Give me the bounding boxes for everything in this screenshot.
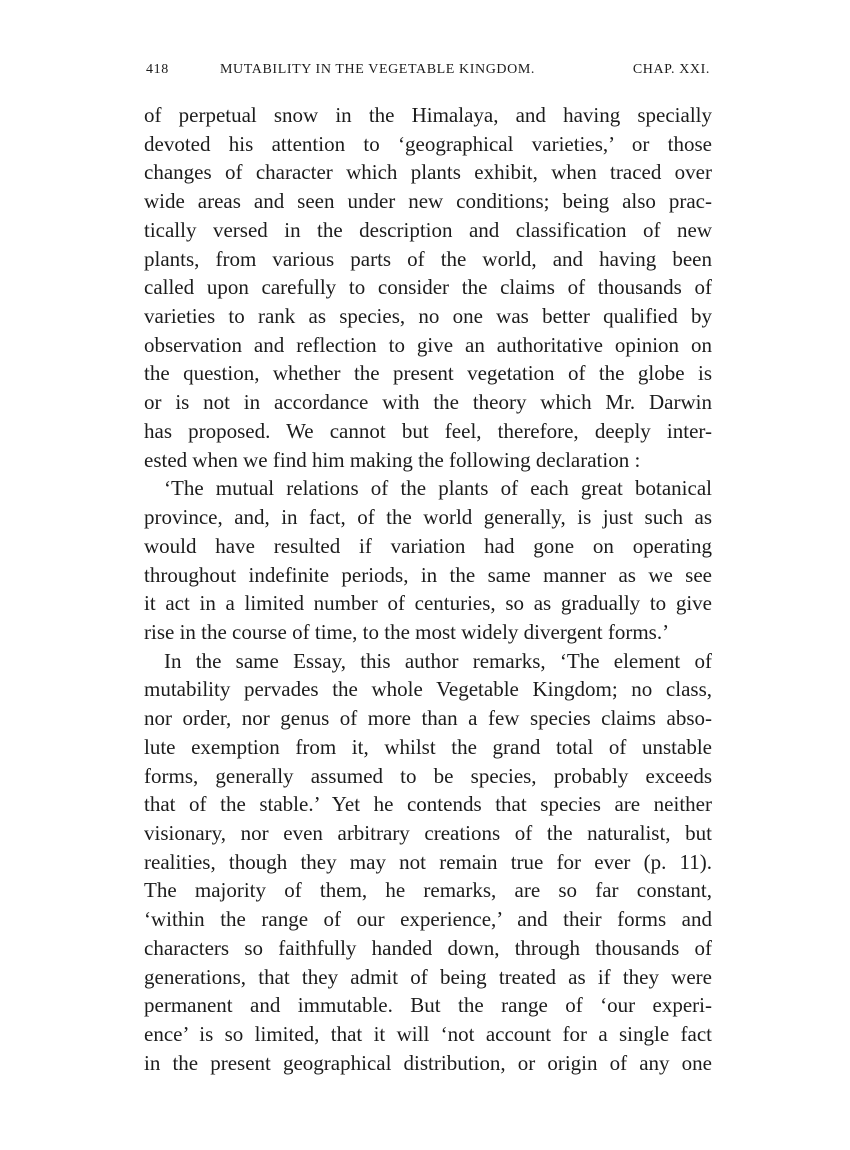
text-line: the question, whether the present vegetation of the globe is: [144, 361, 712, 386]
running-head: [146, 62, 710, 86]
text-line: tically versed in the description and classification of new: [144, 217, 712, 242]
text-line: changes of character which plants exhibit, when traced over: [144, 160, 712, 185]
body-text: [144, 101, 712, 1077]
text-line: of perpetual snow in the Himalaya, and having specially: [144, 103, 712, 127]
quotation-line: rise in the course of time, to the most widely divergent forms.’: [144, 619, 670, 644]
text-line: in the present geographical distribution, or origin of any one: [144, 1050, 712, 1075]
text-line: lute exemption from it, whilst the grand total of unstable: [144, 734, 712, 759]
text-line: varieties to rank as species, no one was better qualified by: [144, 304, 712, 329]
quotation-line: would have resulted if variation had gone on operating: [144, 533, 712, 558]
text-line: plants, from various parts of the world, and having been: [144, 246, 712, 271]
text-line: nor order, nor genus of more than a few species claims abso-: [144, 706, 712, 731]
text-line: wide areas and seen under new conditions; being also prac-: [144, 189, 712, 214]
text-line: The majority of them, he remarks, are so far constant,: [144, 878, 712, 903]
text-line: that of the stable.’ Yet he contends that species are neither: [144, 792, 712, 817]
text-line: permanent and immutable. But the range of ‘our experi-: [144, 993, 712, 1018]
chapter-reference: CHAP. XXI.: [632, 62, 710, 77]
running-title: MUTABILITY IN THE VEGETABLE KINGDOM.: [220, 62, 536, 77]
text-line: generations, that they admit of being treated as if they were: [144, 964, 712, 989]
text-line: called upon carefully to consider the claims of thousands of: [144, 275, 712, 300]
text-line: observation and reflection to give an authoritative opinion on: [144, 332, 712, 357]
quotation-line: province, and, in fact, of the world generally, is just such as: [144, 505, 712, 530]
text-line: forms, generally assumed to be species, probably exceeds: [144, 763, 712, 788]
quotation-line: it act in a limited number of centuries, so as gradually to give: [144, 591, 712, 616]
quotation-line: ‘The mutual relations of the plants of each great botanical: [164, 476, 712, 501]
text-line: ence’ is so limited, that it will ‘not account for a single fact: [144, 1022, 712, 1046]
page-number: 418: [146, 62, 169, 77]
text-line: realities, though they may not remain true for ever (p. 11).: [144, 849, 712, 874]
text-line: has proposed. We cannot but feel, therefore, deeply inter-: [144, 418, 712, 443]
text-line: or is not in accordance with the theory which Mr. Darwin: [144, 390, 712, 415]
text-line: mutability pervades the whole Vegetable Kingdom; no class,: [144, 677, 712, 702]
text-line: devoted his attention to ‘geographical varieties,’ or those: [144, 131, 712, 156]
text-line: visionary, nor even arbitrary creations of the naturalist, but: [144, 820, 712, 845]
text-line: ested when we find him making the following declaration :: [144, 447, 641, 472]
text-line: ‘within the range of our experience,’ and their forms and: [144, 907, 712, 932]
text-line: In the same Essay, this author remarks, ‘The element of: [164, 648, 712, 673]
text-line: characters so faithfully handed down, through thousands of: [144, 935, 712, 960]
quotation-line: throughout indefinite periods, in the same manner as we see: [144, 562, 712, 587]
